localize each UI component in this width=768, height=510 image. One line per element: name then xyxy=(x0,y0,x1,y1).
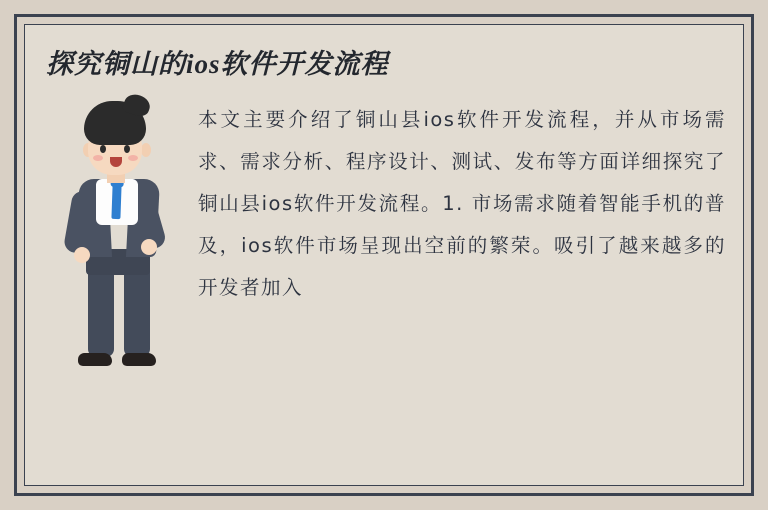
article-body xyxy=(38,99,730,399)
document-content xyxy=(38,38,730,472)
right-shoe-shape xyxy=(122,353,156,366)
left-eye-shape xyxy=(100,145,106,153)
left-shoe-shape xyxy=(78,353,112,366)
article-paragraph: 本文主要介绍了铜山县ios软件开发流程，并从市场需求、需求分析、程序设计、测试、发布等方面详细探究了铜山县ios软件开发流程。1. 市场需求随着智能手机的普及，ios软件市场呈现出空前的繁荣。吸引了越来越多的开发者加入 xyxy=(198,108,726,299)
left-blush-shape xyxy=(93,155,103,161)
businessman-illustration xyxy=(38,99,198,399)
left-hand-shape xyxy=(74,247,90,263)
page-title: 探究铜山的ios软件开发流程 xyxy=(46,49,389,79)
left-leg-shape xyxy=(88,271,114,357)
right-leg-shape xyxy=(124,271,150,357)
character-figure xyxy=(38,99,198,399)
right-eye-shape xyxy=(124,145,130,153)
right-ear-shape xyxy=(141,143,151,157)
hair-shape xyxy=(84,101,146,145)
right-blush-shape xyxy=(128,155,138,161)
necktie-shape xyxy=(111,185,121,219)
right-hand-shape xyxy=(141,239,157,255)
